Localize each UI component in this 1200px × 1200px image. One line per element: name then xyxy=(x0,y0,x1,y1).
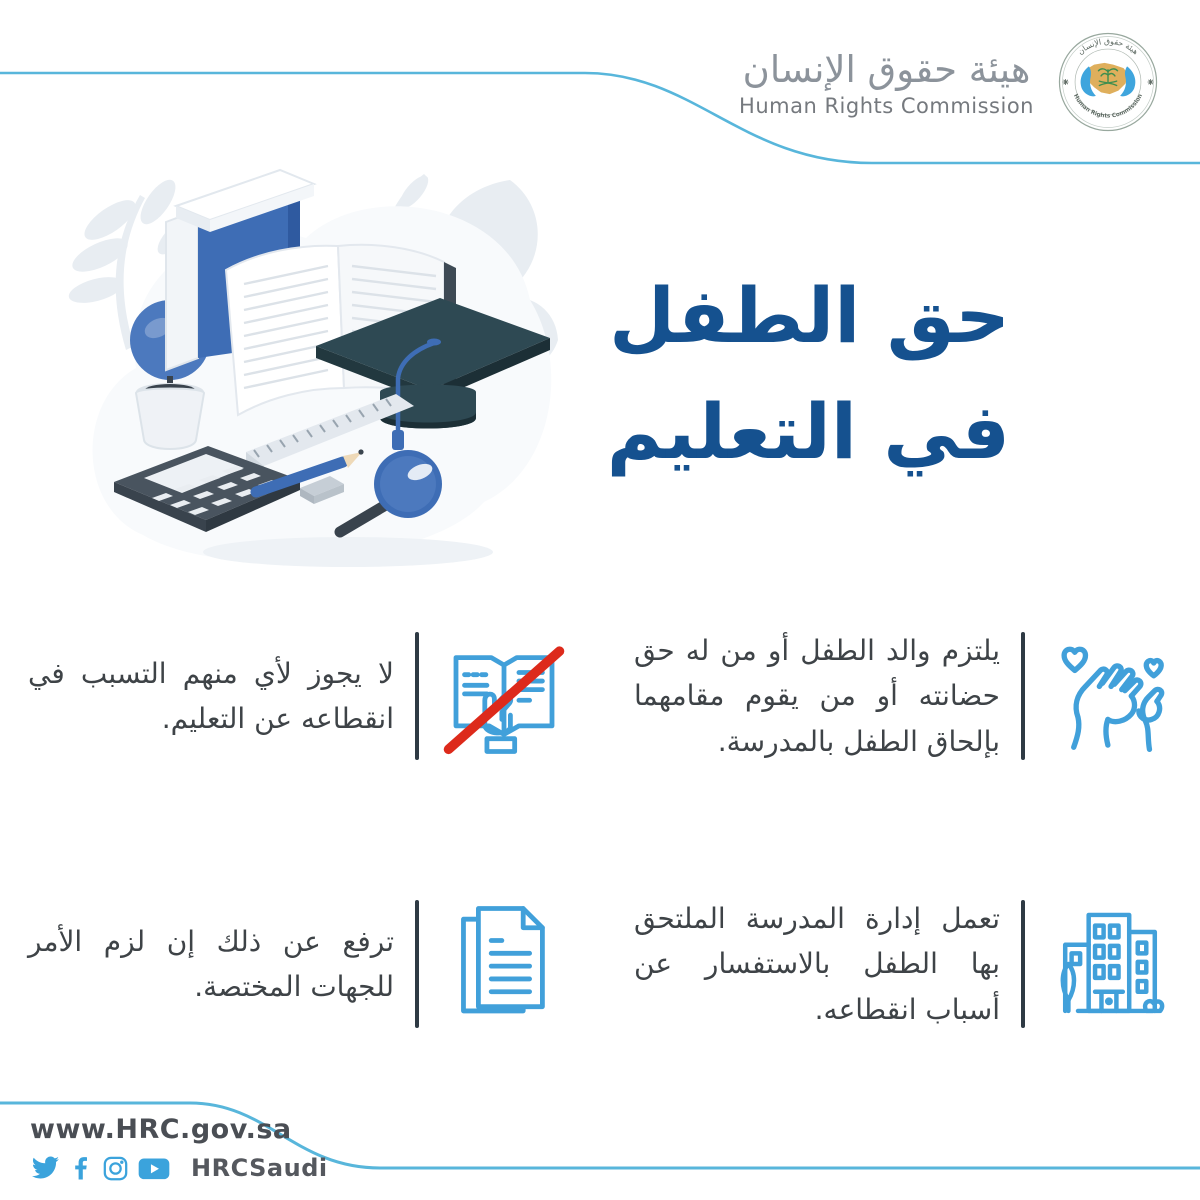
item-text: يلتزم والد الطفل أو من له حق حضانته أو من يقوم مقامهما بإلحاق الطفل بالمدرسة. xyxy=(634,634,1000,758)
instagram-icon xyxy=(102,1155,129,1182)
item-divider xyxy=(1021,900,1025,1028)
item-divider xyxy=(415,900,419,1028)
list-item xyxy=(634,628,1174,764)
hands-hearts-icon xyxy=(1046,630,1174,762)
no-education-icon xyxy=(440,630,568,762)
list-item xyxy=(28,896,568,1032)
seal-bottom-text: Human Rights Commission xyxy=(1071,93,1145,120)
item-divider xyxy=(1021,632,1025,760)
list-item xyxy=(634,896,1174,1032)
education-illustration xyxy=(48,140,563,595)
documents-icon xyxy=(440,898,568,1030)
item-divider xyxy=(415,632,419,760)
hrc-name-english: Human Rights Commission xyxy=(739,94,1034,119)
social-handle: HRCSaudi xyxy=(191,1154,328,1182)
school-building-icon xyxy=(1046,898,1174,1030)
item-text: ترفع عن ذلك إن لزم الأمر للجهات المختصة. xyxy=(28,924,394,1004)
item-text: لا يجوز لأي منهم التسبب في انقطاعه عن التعليم. xyxy=(28,656,394,736)
website-url: www.HRC.gov.sa xyxy=(30,1114,292,1145)
footer xyxy=(30,1114,328,1182)
hrc-seal-icon xyxy=(1056,30,1160,134)
page-title xyxy=(607,258,1010,489)
page-title-line1: حق الطفل xyxy=(609,271,1010,360)
page-title-line2: في التعليم xyxy=(606,386,1010,476)
hrc-logo xyxy=(739,30,1160,134)
youtube-icon xyxy=(138,1155,170,1182)
hrc-calligraphy: هيئة حقوق الإنسان xyxy=(742,47,1031,91)
twitter-icon xyxy=(30,1155,60,1182)
facebook-icon xyxy=(69,1155,93,1182)
list-item xyxy=(28,628,568,764)
social-row xyxy=(30,1154,328,1182)
rights-items xyxy=(28,628,1174,1032)
item-text: تعمل إدارة المدرسة الملتحق بها الطفل بالاستفسار عن أسباب انقطاعه. xyxy=(634,902,1000,1026)
seal-top-text: هيئة حقوق الإنسان xyxy=(1075,36,1141,57)
